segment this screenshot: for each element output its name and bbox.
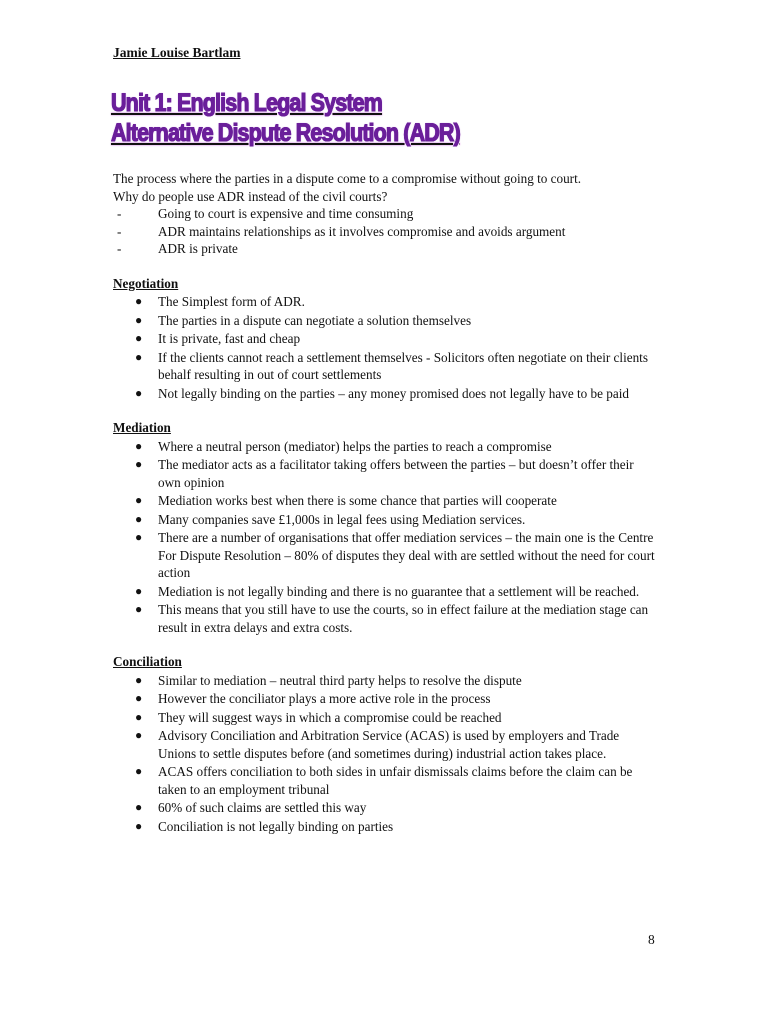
section-negotiation bbox=[113, 275, 658, 403]
bullet-icon: ● bbox=[135, 764, 143, 778]
bullet-icon: ● bbox=[135, 349, 143, 364]
section-conciliation bbox=[113, 653, 658, 835]
section-mediation bbox=[113, 419, 658, 636]
list-item: ● If the clients cannot reach a settlement themselves - Solicitors often negotiate on their clients behalf resulting in out of court settlements bbox=[135, 349, 648, 382]
section-heading: Conciliation bbox=[113, 654, 182, 669]
dash-icon: - bbox=[117, 206, 122, 221]
list-item: ● Conciliation is not legally binding on parties bbox=[135, 818, 394, 834]
list-item: ● 60% of such claims are settled this way bbox=[135, 800, 367, 815]
title-line-unit: Unit 1: English Legal System bbox=[111, 89, 383, 117]
bullet-icon: ● bbox=[135, 728, 143, 742]
reason-item: - ADR is private bbox=[117, 241, 238, 256]
bullet-icon: ● bbox=[135, 438, 143, 453]
bullet-icon: ● bbox=[135, 457, 143, 471]
author-name: Jamie Louise Bartlam bbox=[113, 45, 241, 60]
bullet-icon: ● bbox=[135, 709, 143, 724]
bullet-icon: ● bbox=[135, 691, 143, 705]
bullet-icon: ● bbox=[135, 800, 143, 814]
list-item: ● Advisory Conciliation and Arbitration Service (ACAS) is used by employers and Trade Unions to settle disputes before (and sometimes during) industrial action takes place. bbox=[135, 728, 620, 761]
bullet-list bbox=[113, 672, 658, 836]
list-item: ● It is private, fast and cheap bbox=[135, 331, 301, 346]
page-number: 8 bbox=[648, 932, 655, 947]
bullet-list bbox=[113, 293, 658, 402]
list-item: ● However the conciliator plays a more active role in the process bbox=[135, 691, 491, 706]
bullet-icon: ● bbox=[135, 385, 143, 400]
reasons-list bbox=[113, 205, 658, 258]
list-item: ● Similar to mediation – neutral third party helps to resolve the dispute bbox=[135, 672, 522, 688]
list-item: ● Mediation works best when there is some chance that parties will cooperate bbox=[135, 493, 557, 508]
bullet-icon: ● bbox=[135, 493, 143, 507]
list-item: ● This means that you still have to use the courts, so in effect failure at the mediation stage can result in extra delays and extra costs. bbox=[135, 602, 649, 635]
bullet-icon: ● bbox=[135, 530, 143, 544]
list-item: ● Where a neutral person (mediator) helps the parties to reach a compromise bbox=[135, 438, 552, 454]
list-item: ● The parties in a dispute can negotiate a solution themselves bbox=[135, 312, 472, 328]
intro-definition: The process where the parties in a dispute come to a compromise without going to court. bbox=[113, 171, 582, 186]
list-item: ● Mediation is not legally binding and there is no guarantee that a settlement will be reached. bbox=[135, 583, 640, 599]
bullet-icon: ● bbox=[135, 294, 143, 308]
bullet-icon: ● bbox=[135, 511, 143, 526]
title-line-topic: Alternative Dispute Resolution (ADR) bbox=[111, 119, 460, 147]
bullet-icon: ● bbox=[135, 331, 143, 345]
document-title bbox=[111, 88, 460, 148]
bullet-icon: ● bbox=[135, 672, 143, 687]
list-item: ● Many companies save £1,000s in legal fees using Mediation services. bbox=[135, 511, 526, 527]
intro-question: Why do people use ADR instead of the civil courts? bbox=[113, 188, 388, 204]
document-body bbox=[113, 170, 658, 836]
bullet-list bbox=[113, 438, 658, 637]
dash-icon: - bbox=[117, 241, 122, 256]
reason-item: - Going to court is expensive and time consuming bbox=[117, 206, 414, 221]
dash-icon: - bbox=[117, 223, 122, 239]
list-item: ● There are a number of organisations that offer mediation services – the main one is the Centre For Dispute Resolution – 80% of disputes they deal with are settled without the need for court action bbox=[135, 530, 655, 580]
list-item: ● Not legally binding on the parties – any money promised does not legally have to be paid bbox=[135, 385, 629, 401]
bullet-icon: ● bbox=[135, 583, 143, 598]
list-item: ● ACAS offers conciliation to both sides in unfair dismissals claims before the claim can be taken to an employment tribunal bbox=[135, 764, 633, 797]
bullet-icon: ● bbox=[135, 312, 143, 327]
list-item: ● They will suggest ways in which a compromise could be reached bbox=[135, 709, 502, 725]
list-item: ● The mediator acts as a facilitator taking offers between the parties – but doesn’t offer their own opinion bbox=[135, 457, 634, 490]
section-heading: Mediation bbox=[113, 420, 171, 435]
list-item: ● The Simplest form of ADR. bbox=[135, 294, 305, 309]
reason-item: - ADR maintains relationships as it involves compromise and avoids argument bbox=[117, 223, 566, 239]
section-heading: Negotiation bbox=[113, 275, 179, 291]
bullet-icon: ● bbox=[135, 818, 143, 833]
bullet-icon: ● bbox=[135, 602, 143, 616]
